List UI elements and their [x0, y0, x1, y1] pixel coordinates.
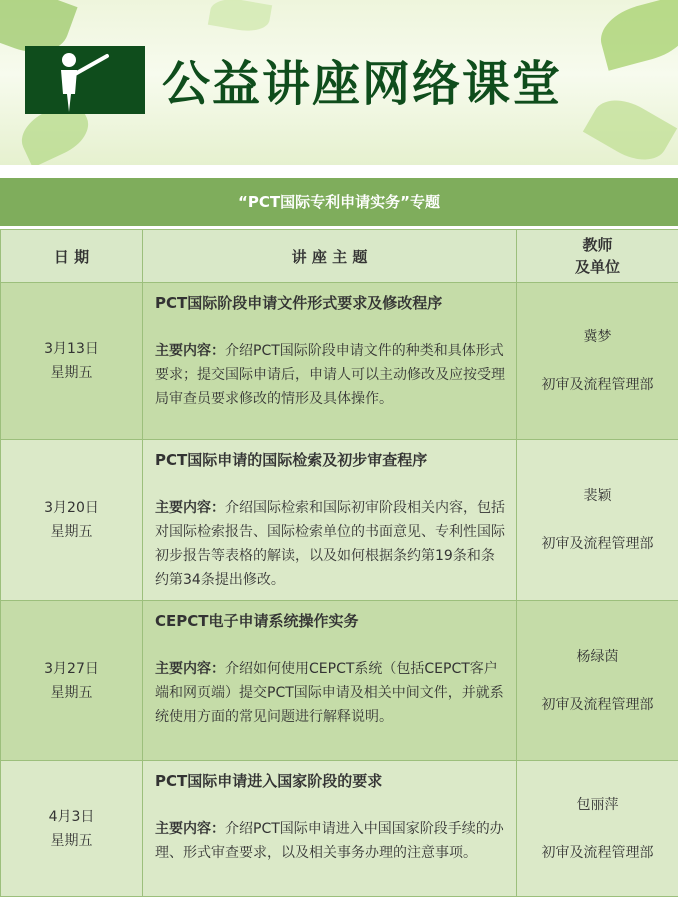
date-cell: [1, 761, 143, 897]
teacher-name: 杨绿茵: [576, 648, 619, 665]
content-text: 介绍国际检索和国际初审阶段相关内容，包括对国际检索报告、国际检索单位的书面意见、专利性国际初步报告等表格的解读，以及如何根据条约第19条和条约第34条提出修改。: [155, 500, 505, 588]
header-teacher: [517, 230, 678, 283]
teacher-name: 冀梦: [583, 329, 612, 345]
teacher-unit: 初审及流程管理部: [541, 536, 654, 552]
lecture-title: PCT国际申请进入国家阶段的要求: [155, 772, 383, 790]
teacher-unit: 初审及流程管理部: [541, 377, 654, 393]
leaf-decoration: [583, 88, 677, 165]
table-header-row: [1, 230, 678, 283]
content-label: 主要内容：: [155, 500, 225, 516]
teacher-cell: [517, 283, 678, 440]
date-cell: [1, 601, 143, 761]
topic-cell: [143, 283, 517, 440]
date: 3月27日: [44, 660, 99, 677]
weekday: 星期五: [50, 684, 93, 701]
banner: [0, 0, 678, 165]
lecture-content: [155, 496, 506, 592]
teacher-unit: 初审及流程管理部: [541, 844, 654, 861]
lecturer-icon: [25, 46, 145, 114]
topic-title: “PCT国际专利申请实务”专题: [0, 178, 678, 226]
lecture-table: [0, 229, 678, 897]
lecture-content: [155, 657, 506, 729]
teacher-name: 裴颖: [583, 488, 612, 504]
content-label: 主要内容：: [155, 821, 225, 837]
banner-title: 公益讲座网络课堂: [162, 56, 563, 112]
leaf-decoration: [594, 0, 678, 71]
weekday: 星期五: [50, 524, 93, 540]
lecturer-logo: [25, 46, 145, 114]
topic-cell: [143, 601, 517, 761]
lecture-content: [155, 339, 506, 411]
weekday: 星期五: [50, 365, 93, 381]
teacher-name: 包丽萍: [576, 796, 619, 813]
teacher-cell: [517, 601, 678, 761]
content-text: 介绍PCT国际阶段申请文件的种类和具体形式要求；提交国际申请后，申请人可以主动修改及应按受理局审查员要求修改的情形及具体操作。: [155, 343, 505, 407]
content-label: 主要内容：: [155, 343, 225, 359]
content-text: 介绍PCT国际申请进入中国国家阶段手续的办理、形式审查要求，以及相关事务办理的注意事项。: [155, 821, 504, 861]
table-row: [1, 440, 678, 601]
header-topic: 讲 座 主 题: [143, 230, 517, 283]
content-text: 介绍如何使用CEPCT系统（包括CEPCT客户端和网页端）提交PCT国际申请及相关中间文件，并就系统使用方面的常见问题进行解释说明。: [155, 661, 504, 725]
table-row: [1, 283, 678, 440]
teacher-cell: [517, 440, 678, 601]
teacher-cell: [517, 761, 678, 897]
header-teacher-line2: 及单位: [574, 258, 620, 276]
lecture-title: CEPCT电子申请系统操作实务: [155, 612, 359, 630]
header-teacher-line1: 教师: [582, 236, 613, 254]
date: 4月3日: [48, 808, 95, 825]
table-row: [1, 601, 678, 761]
weekday: 星期五: [50, 832, 93, 849]
date-cell: [1, 440, 143, 601]
leaf-decoration: [208, 0, 272, 35]
date: 3月13日: [44, 341, 99, 357]
content-label: 主要内容：: [155, 661, 225, 677]
topic-cell: [143, 440, 517, 601]
date-cell: [1, 283, 143, 440]
topic-cell: [143, 761, 517, 897]
table-row: [1, 761, 678, 897]
lecture-title: PCT国际申请的国际检索及初步审查程序: [155, 451, 428, 469]
lecture-content: [155, 817, 506, 865]
lecture-title: PCT国际阶段申请文件形式要求及修改程序: [155, 294, 443, 312]
date: 3月20日: [44, 500, 99, 516]
teacher-unit: 初审及流程管理部: [541, 696, 654, 713]
header-date: 日 期: [1, 230, 143, 283]
